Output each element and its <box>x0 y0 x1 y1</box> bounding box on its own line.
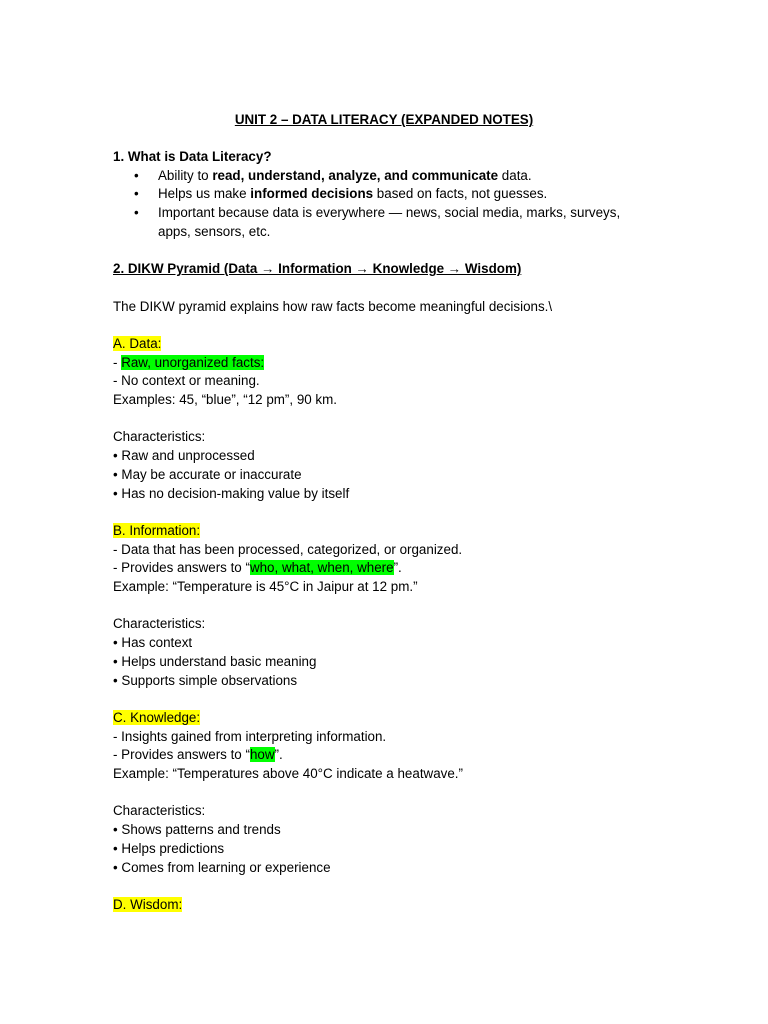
highlight-who-what: who, what, when, where <box>249 560 394 576</box>
example-line: Example: “Temperature is 45°C in Jaipur at 12 pm.” <box>113 579 418 595</box>
text-line: - No context or meaning. <box>113 373 260 389</box>
bullet-item: • Ability to read, understand, analyze, and communicate data. <box>113 167 653 186</box>
example-line: Example: “Temperatures above 40°C indicate a heatwave.” <box>113 766 463 782</box>
characteristics-label: Characteristics: <box>113 803 206 819</box>
characteristics-label: Characteristics: <box>113 429 206 445</box>
characteristic-item: • Raw and unprocessed <box>113 448 255 464</box>
text-suffix: ”. <box>393 560 402 576</box>
text-line: - Data that has been processed, categorized, or organized. <box>113 541 463 557</box>
subheading-wisdom: D. Wisdom: <box>113 896 183 912</box>
text-prefix: - Provides answers to “ <box>113 747 250 763</box>
characteristic-item: • Shows patterns and trends <box>113 822 281 838</box>
section-heading-data-literacy: 1. What is Data Literacy? <box>113 149 272 164</box>
bullet-item: • Important because data is everywhere — news, social media, marks, surveys, apps, sensors, etc. <box>113 204 653 241</box>
subheading-information: B. Information: <box>113 522 201 538</box>
highlight-how: how <box>249 747 275 763</box>
text-prefix: - <box>113 354 122 370</box>
data-literacy-bullet-list <box>113 167 653 242</box>
document-title: UNIT 2 – DATA LITERACY (EXPANDED NOTES) <box>234 112 534 127</box>
characteristic-item: • Comes from learning or experience <box>113 859 331 875</box>
characteristic-item: • Supports simple observations <box>113 672 298 688</box>
subheading-data: A. Data: <box>113 335 162 351</box>
characteristic-item: • Has no decision-making value by itself <box>113 485 350 501</box>
characteristic-item: • Has context <box>113 635 193 651</box>
section-heading-dikw: 2. DIKW Pyramid (Data → Information → Knowledge → Wisdom) <box>113 261 522 277</box>
highlight-raw-facts: Raw, unorganized facts: <box>121 354 265 370</box>
characteristic-item: • May be accurate or inaccurate <box>113 466 302 482</box>
characteristic-item: • Helps predictions <box>113 840 225 856</box>
text-line: - Insights gained from interpreting information. <box>113 728 387 744</box>
example-line: Examples: 45, “blue”, “12 pm”, 90 km. <box>113 392 338 408</box>
bullet-item: • Helps us make informed decisions based on facts, not guesses. <box>113 185 653 204</box>
dikw-intro: The DIKW pyramid explains how raw facts become meaningful decisions.\ <box>113 298 553 314</box>
text-suffix: ”. <box>274 747 283 763</box>
subheading-knowledge: C. Knowledge: <box>113 709 201 725</box>
characteristic-item: • Helps understand basic meaning <box>113 653 317 669</box>
document-body <box>113 148 653 915</box>
characteristics-label: Characteristics: <box>113 616 206 632</box>
text-prefix: - Provides answers to “ <box>113 560 250 576</box>
